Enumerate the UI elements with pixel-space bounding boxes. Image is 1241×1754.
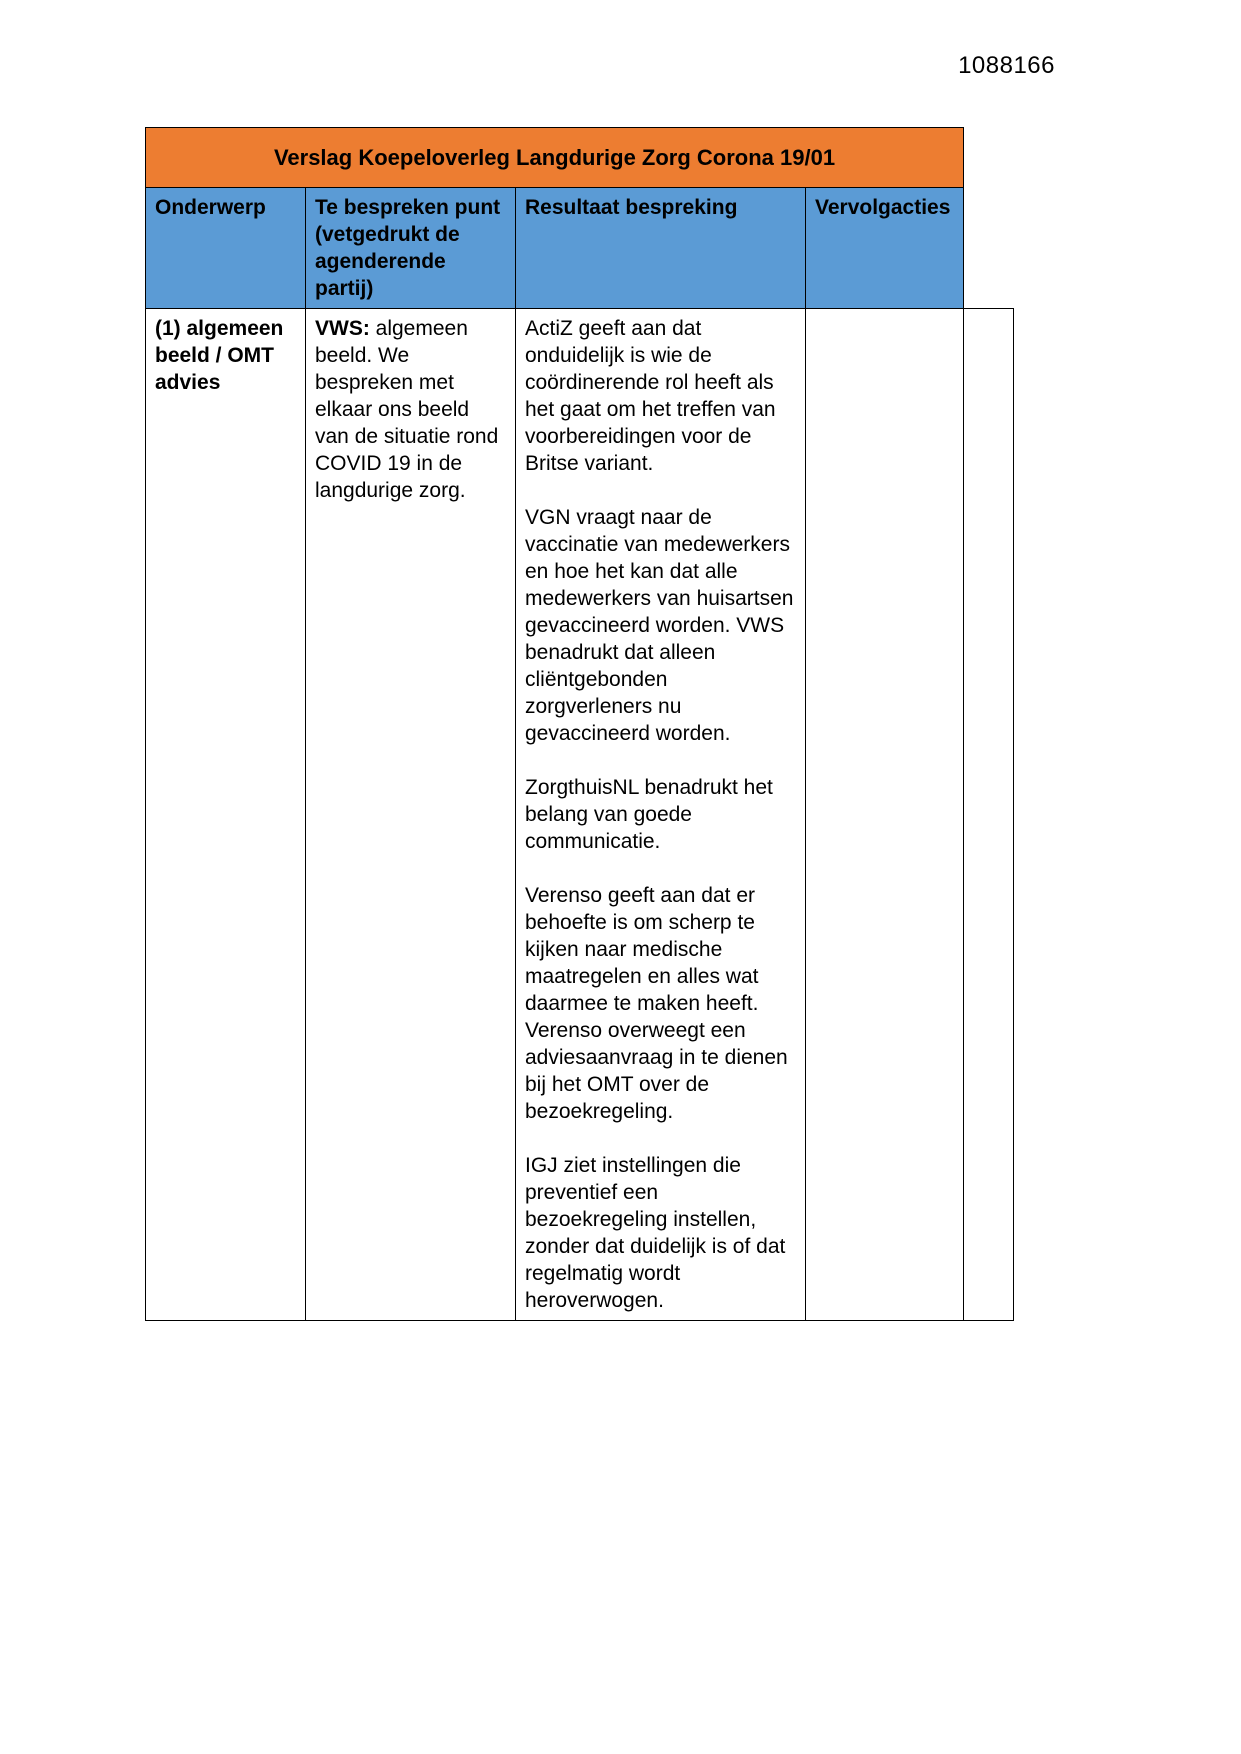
result-paragraph: Verenso geeft aan dat er behoefte is om scherp te kijken naar medische maatregelen en alles wat daarmee te maken heeft. Verenso overweegt een adviesaanvraag in te dienen bij het OMT over de bezoekregeling. [525, 884, 788, 1123]
cell-onderwerp: (1) algemeen beeld / OMT advies [146, 309, 306, 1321]
cell-te-bespreken-punt [306, 309, 516, 1321]
column-header-resultaat-bespreking: Resultaat bespreking [516, 188, 806, 309]
table-header-row [146, 188, 1014, 309]
result-paragraph: VGN vraagt naar de vaccinatie van medewerkers en hoe het kan dat alle medewerkers van huisartsen gevaccineerd worden. VWS benadrukt dat alleen cliëntgebonden zorgverleners nu gevaccineerd worden. [525, 506, 794, 745]
agenda-item-text: algemeen beeld. We bespreken met elkaar ons beeld van de situatie rond COVID 19 in de langdurige zorg. [315, 317, 499, 502]
table-title: Verslag Koepeloverleg Langdurige Zorg Corona 19/01 [146, 128, 964, 188]
cell-vervolgacties [806, 309, 964, 1321]
table-data-row [146, 309, 1014, 1321]
column-header-vervolgacties: Vervolgacties [806, 188, 964, 309]
result-paragraph: IGJ ziet instellingen die preventief een bezoekregeling instellen, zonder dat duidelijk is of dat regelmatig wordt heroverwogen. [525, 1154, 786, 1312]
column-header-te-bespreken-punt: Te bespreken punt (vetgedrukt de agenderende partij) [306, 188, 516, 309]
column-header-onderwerp: Onderwerp [146, 188, 306, 309]
cell-narrow-empty [964, 309, 1014, 1321]
doc-number: 1088166 [958, 52, 1055, 79]
agenda-party-label: VWS: [315, 317, 370, 340]
result-paragraph: ActiZ geeft aan dat onduidelijk is wie de coördinerende rol heeft als het gaat om het treffen van voorbereidingen voor de Britse variant. [525, 317, 776, 475]
meeting-report-table [145, 127, 1014, 1321]
table-title-row [146, 128, 1014, 188]
cell-resultaat-bespreking [516, 309, 806, 1321]
phantom-cell [964, 188, 1014, 309]
result-paragraph: ZorgthuisNL benadrukt het belang van goede communicatie. [525, 776, 773, 853]
phantom-cell [964, 128, 1014, 188]
meeting-report-table-wrapper [145, 127, 1014, 1321]
